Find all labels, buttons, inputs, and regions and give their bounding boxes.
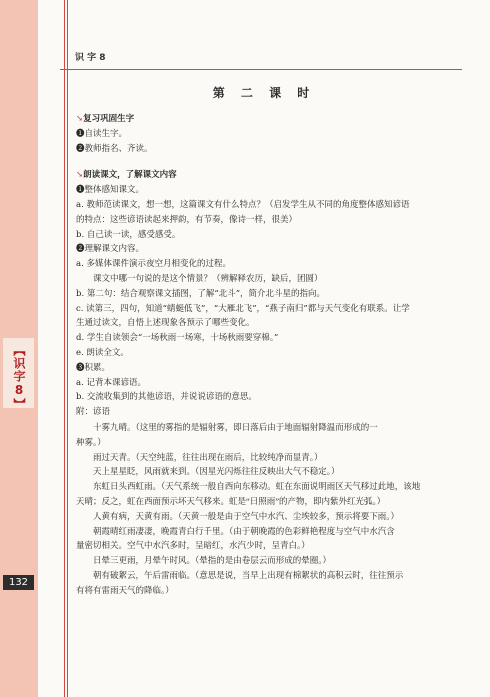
list-item: e. 朗读全文。 [76, 347, 129, 358]
margin-rule-right [67, 0, 68, 697]
page-number: 132 [3, 575, 34, 590]
list-item: 生通过读文，自悟上述现象各预示了哪些变化。 [76, 318, 255, 329]
proverb-line: 日晕三更雨，月晕午时风。（晕指的是由卷层云而形成的晕圈。） [93, 555, 332, 566]
proverb-line: 量密切相关。空气中水汽多时，呈暗红，水汽少时，呈青白。） [76, 540, 310, 551]
list-item: d. 学生自读领会“一场秋雨一场寒，十场秋雨要穿棉。” [76, 333, 279, 344]
margin-rule-left [64, 0, 65, 697]
proverb-list [76, 420, 468, 598]
list-item: b. 交流收集到的其他谚语，并说说谚语的意思。 [76, 392, 257, 403]
list-item: 课文中哪一句说的是这个情景？（辨解释农历，缺后，团圆） [93, 273, 323, 284]
proverb-line: 十雾九晴。（这里的雾指的是辐射雾，即日落后由于地面辐射降温而形成的一 [93, 421, 378, 432]
section-heading: ➘复习巩固生字 [76, 114, 135, 124]
list-item: a. 教师范读课文，想一想，这篇课文有什么特点？（启发学生从不同的角度整体感知谚语 [76, 199, 410, 210]
list-item: b. 自己读一读，感受感受。 [76, 229, 181, 240]
sidebar-lesson-label: 【识字8】 [12, 344, 26, 411]
proverb-line: 天晴；反之，虹在西面预示坏天气移来。虹是“日照雨”的产物，即内紫外红光弧。） [76, 495, 386, 506]
list-item: ❶自读生字。 [76, 128, 128, 139]
list-item: ❷理解课文内容。 [76, 244, 145, 255]
running-header: 识 字 8 [75, 53, 106, 63]
list-item: a. 记背本课谚语。 [76, 377, 146, 388]
list-item: 附：谚语 [76, 407, 111, 418]
proverb-line: 种雾。） [76, 436, 106, 447]
list-item: c. 读第三，四句，知道“蜻蜓低飞”，“大雁北飞”，“燕子南归”都与天气变化有联系。让学 [76, 303, 410, 314]
section-heading: ➘朗读课文，了解课文内容 [76, 170, 177, 181]
list-item: 的特点：这些谚语读起来押韵，有节奏，像诗一样，很美） [76, 214, 298, 225]
main-content [76, 112, 468, 598]
list-item: ❸积累。 [76, 362, 111, 373]
proverb-line: 朝霞晴红雨凄凄，晚霞青白行千里。（由于朝晚霞的色彩鲜艳程度与空气中水汽含 [93, 525, 395, 536]
proverb-line: 天上星星眨，风雨就来到。（因星光闪烁往往反映出大气不稳定。） [93, 466, 340, 477]
proverb-line: 朝有破絮云，午后雷雨临。（意思是说，当早上出现有棉絮状的高积云时，往往预示 [93, 569, 404, 580]
proverb-line: 有将有雷雨天气的降临。） [76, 584, 174, 595]
list-item: ❶整体感知课文。 [76, 185, 145, 196]
proverb-line: 东虹日头西虹雨。（天气系统一般自西向东移动。虹在东面说明雨区天气移过此地，该地 [93, 481, 421, 492]
proverb-line: 人黄有病，天黄有雨。（天黄一般是由于空气中水汽、尘埃较多，预示将要下雨。） [93, 510, 400, 521]
list-item: ❷教师指名、齐读。 [76, 143, 153, 154]
proverb-line: 雨过天青。（天空纯蓝，往往出现在雨后，比较纯净而显青。） [93, 451, 323, 462]
header-rule [60, 69, 462, 70]
list-item: b. 第二句：结合观察课文插图，了解“北斗”，简介北斗星的指向。 [76, 288, 326, 299]
page-title: 第 二 课 时 [212, 86, 316, 100]
list-item: a. 多媒体课件演示夜空月相变化的过程。 [76, 259, 231, 270]
